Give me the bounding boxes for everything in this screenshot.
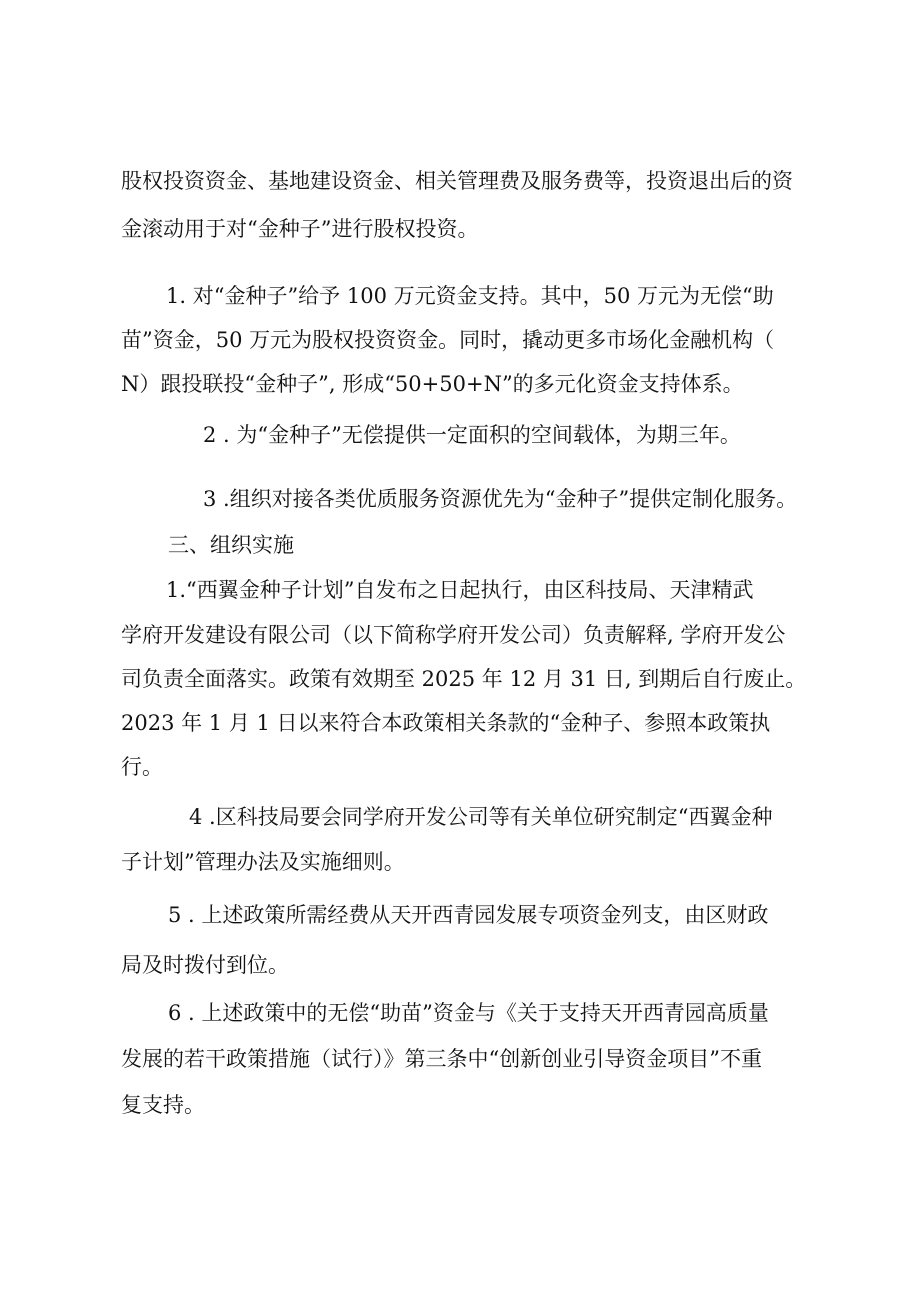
text-line-19: 发展的若干政策措施（试行）》第三条中“创新创业引导资金项目”不重 <box>121 1047 762 1071</box>
section-heading: 三、组织实施 <box>168 533 294 557</box>
text-line-14: 4 .区科技局要会同学府开发公司等有关单位研究制定“西翼金种 <box>189 805 773 829</box>
text-line-3: 1. 对“金种子”给予 100 万元资金支持。其中，50 万元为无偿“助 <box>166 284 774 308</box>
text-line-9: 1.“西翼金种子计划”自发布之日起执行，由区科技局、天津精武 <box>166 578 754 602</box>
text-line-2: 金滚动用于对“金种子”进行股权投资。 <box>121 217 479 241</box>
text-line-16: 5 . 上述政策所需经费从天开西青园发展专项资金列支，由区财政 <box>168 903 769 927</box>
text-line-6: 2 . 为“金种子”无偿提供一定面积的空间载体，为期三年。 <box>203 423 741 447</box>
text-line-13: 行。 <box>121 755 163 779</box>
text-line-11: 司负责全面落实。政策有效期至 2025 年 12 月 31 日, 到期后自行废止。 <box>121 667 807 691</box>
text-line-12: 2023 年 1 月 1 日以来符合本政策相关条款的“金种子、参照本政策执 <box>121 711 771 735</box>
text-line-7: 3 .组织对接各类优质服务资源优先为“金种子”提供定制化服务。 <box>203 487 798 511</box>
text-line-5: N）跟投联投“金种子”, 形成“50+50+N”的多元化资金支持体系。 <box>121 372 744 396</box>
text-line-1: 股权投资资金、基地建设资金、相关管理费及服务费等，投资退出后的资 <box>121 169 793 193</box>
text-line-15: 子计划”管理办法及实施细则。 <box>121 850 405 874</box>
text-line-18: 6 . 上述政策中的无偿“助苗”资金与《关于支持天开西青园高质量 <box>168 1001 769 1025</box>
text-line-10: 学府开发建设有限公司（以下简称学府开发公司）负责解释, 学府开发公 <box>121 623 786 647</box>
text-line-17: 局及时拨付到位。 <box>121 953 289 977</box>
text-line-4: 苗”资金，50 万元为股权投资资金。同时，撬动更多市场化金融机构（ <box>121 328 775 352</box>
text-line-20: 复支持。 <box>121 1093 205 1117</box>
